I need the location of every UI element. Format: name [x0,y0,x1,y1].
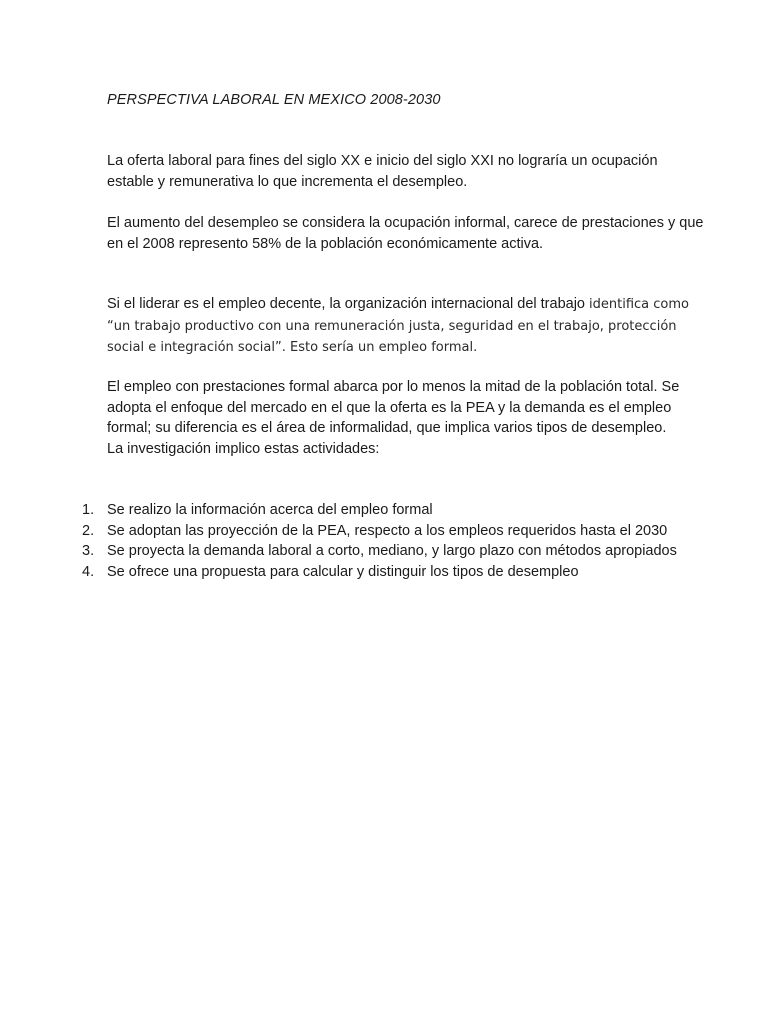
list-item-number: 1. [82,502,95,518]
paragraph-3-quote: identifica como “un trabajo productivo con una remuneración justa, seguridad en el trabajo, protección social e integración social”. Esto sería un empleo formal. [107,297,689,356]
paragraph-4-line-2: La investigación implico estas actividades: [107,440,380,457]
list-item [82,541,682,562]
paragraph-2: El aumento del desempleo se considera la ocupación informal, carece de prestaciones y que en el 2008 represento 58% de la población económicamente activa. [107,215,704,252]
list-item-number: 3. [82,543,95,560]
list-item-text: Se ofrece una propuesta para calcular y distinguir los tipos de desempleo [107,563,579,580]
paragraph-4 [107,377,707,459]
paragraph-3-intro: Si el liderar es el empleo decente, la organización internacional del trabajo [107,296,585,312]
list-item [82,500,682,521]
activities-list [82,500,682,582]
list-item-number: 4. [82,563,95,580]
list-item-text: Se adoptan las proyección de la PEA, respecto a los empleos requeridos hasta el 2030 [107,522,668,539]
paragraph-3 [107,294,707,359]
paragraph-1: La oferta laboral para fines del siglo XX e inicio del siglo XXI no lograría un ocupación estable y remunerativa lo que incrementa el desempleo. [107,153,658,190]
paragraph-4-text: El empleo con prestaciones formal abarca por lo menos la mitad de la población total. Se adopta el enfoque del mercado en el que la oferta es la PEA y la demanda es el empleo formal; su diferencia es el área de informalidad, que implica varios tipos de desempleo. [107,379,680,437]
list-item [82,562,682,583]
list-item-text: Se realizo la información acerca del empleo formal [107,502,433,518]
list-item-text: Se proyecta la demanda laboral a corto, mediano, y largo plazo con métodos apropiados [107,543,677,560]
list-item [82,521,682,542]
list-item-number: 2. [82,522,95,539]
document-title: PERSPECTIVA LABORAL EN MEXICO 2008-2030 [107,92,441,108]
